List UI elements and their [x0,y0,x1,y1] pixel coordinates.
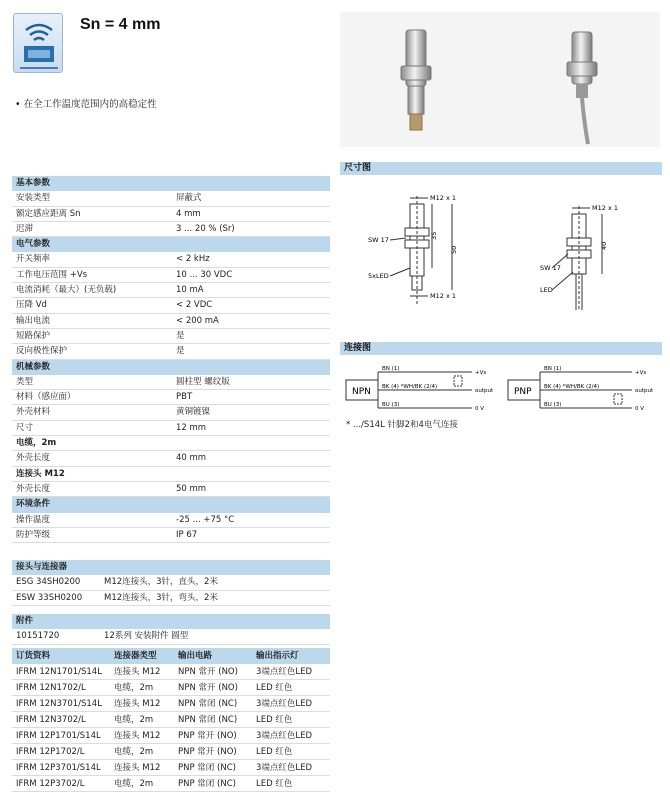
svg-text:35: 35 [430,231,438,240]
connection-note: * .../S14L 针脚2和4电气连接 [346,420,458,430]
table-row: IFRM 12P1702/L 电缆，2m PNP 常开 (NO) LED 红色 [12,744,330,760]
spec-row: 尺寸 12 mm [12,421,330,436]
connection-header: 连接图 [340,342,662,355]
dimensions-header: 尺寸图 [340,162,662,175]
table-row: IFRM 12P3702/L 电缆，2m PNP 常闭 (NC) LED 红色 [12,776,330,792]
order-table [12,648,330,792]
accessories-header: 附件 [12,614,330,629]
spec-row: 反向极性保护 是 [12,344,330,359]
svg-text:+Vs: +Vs [635,370,647,376]
table-row: IFRM 12N1701/S14L 连接头 M12 NPN 常开 (NO) 3端点红色LED [12,664,330,680]
spec-row: 压降 Vd < 2 VDC [12,298,330,313]
svg-text:SW 17: SW 17 [368,236,389,244]
table-row: IFRM 12P1701/S14L 连接头 M12 PNP 常开 (NO) 3端点红色LED [12,728,330,744]
svg-text:LED: LED [540,286,553,294]
svg-text:SW 17: SW 17 [540,264,561,272]
spec-row: 短路保护 是 [12,329,330,344]
svg-text:BN (1): BN (1) [544,366,562,372]
spec-row: 电流消耗（最大）(无负载) 10 mA [12,283,330,298]
dimension-drawing-plug [368,194,458,304]
table-row: IFRM 12N3702/L 电缆，2m NPN 常闭 (NC) LED 红色 [12,712,330,728]
svg-text:0 V: 0 V [635,406,645,412]
sensor-photo-plug [401,30,431,130]
svg-text:NPN: NPN [352,387,371,397]
environment-header: 环境条件 [12,497,330,512]
svg-text:output: output [635,388,654,394]
table-row: ESG 34SH0200 M12连接头，3针，直头，2米 [12,575,330,590]
table-row: 10151720 12系列 安装附件 圆型 [12,629,330,644]
svg-text:M12 x 1: M12 x 1 [430,194,456,202]
feature-bullet: • 在全工作温度范围内的高稳定性 [15,99,157,110]
svg-text:BK (4) *WH/BK (2/4): BK (4) *WH/BK (2/4) [382,384,438,390]
svg-text:BK (4) *WH/BK (2/4): BK (4) *WH/BK (2/4) [544,384,600,390]
product-photos [340,12,660,147]
pnp-wiring-diagram [508,366,654,412]
svg-text:PNP: PNP [514,387,532,397]
spec-row: 工作电压范围 +Vs 10 ... 30 VDC [12,268,330,283]
svg-text:M12 x 1: M12 x 1 [592,204,618,212]
table-row: IFRM 12P3701/S14L 连接头 M12 PNP 常闭 (NC) 3端点红色LED [12,760,330,776]
sensing-distance-title: Sn = 4 mm [80,16,161,33]
svg-text:50: 50 [450,245,458,254]
svg-text:0 V: 0 V [475,406,485,412]
dimension-drawing [340,176,660,318]
svg-text:BU (3): BU (3) [544,402,562,408]
spec-row: 输出电流 < 200 mA [12,314,330,329]
connectors-table [12,560,330,606]
svg-text:40: 40 [600,241,608,250]
svg-text:BU (3): BU (3) [382,402,400,408]
spec-row: 迟滞 3 ... 20 % (Sr) [12,222,330,237]
spec-row: 类型 圆柱型 螺纹版 [12,375,330,390]
svg-text:output: output [475,388,494,394]
spec-row: 操作温度 -25 ... +75 °C [12,513,330,528]
sensor-photo-cable [567,32,597,144]
order-header-row: 订货资料 连接器类型 输出电路 输出指示灯 [12,648,330,664]
spec-row: 额定感应距离 Sn 4 mm [12,207,330,222]
sensor-type-icon [13,13,63,73]
spec-row: 安装类型 屏蔽式 [12,191,330,206]
mechanical-params-header: 机械参数 [12,360,330,375]
spec-row: 防护等级 IP 67 [12,528,330,543]
svg-text:+Vs: +Vs [475,370,487,376]
basic-params-header: 基本参数 [12,176,330,191]
connectors-header: 接头与连接器 [12,560,330,575]
spec-table [12,176,330,543]
dimension-drawing-cable [540,204,618,310]
table-row: IFRM 12N3701/S14L 连接头 M12 NPN 常闭 (NC) 3端点红色LED [12,696,330,712]
electrical-params-header: 电气参数 [12,237,330,252]
spec-row: 外壳长度 40 mm [12,451,330,466]
svg-text:M12 x 1: M12 x 1 [430,292,456,300]
accessories-table [12,614,330,645]
table-row: IFRM 12N1702/L 电缆，2m NPN 常开 (NO) LED 红色 [12,680,330,696]
table-row: ESW 33SH0200 M12连接头，3针，弯头，2米 [12,591,330,606]
svg-text:BN (1): BN (1) [382,366,400,372]
plug-subheader: 连接头 M12 [12,467,330,482]
spec-row: 开关频率 < 2 kHz [12,252,330,267]
spec-row: 外壳材料 黄铜镀镍 [12,405,330,420]
spec-row: 材料（感应面） PBT [12,390,330,405]
cable-subheader: 电缆，2m [12,436,330,451]
svg-text:5xLED: 5xLED [368,272,389,280]
npn-wiring-diagram [346,366,494,412]
spec-row: 外壳长度 50 mm [12,482,330,497]
